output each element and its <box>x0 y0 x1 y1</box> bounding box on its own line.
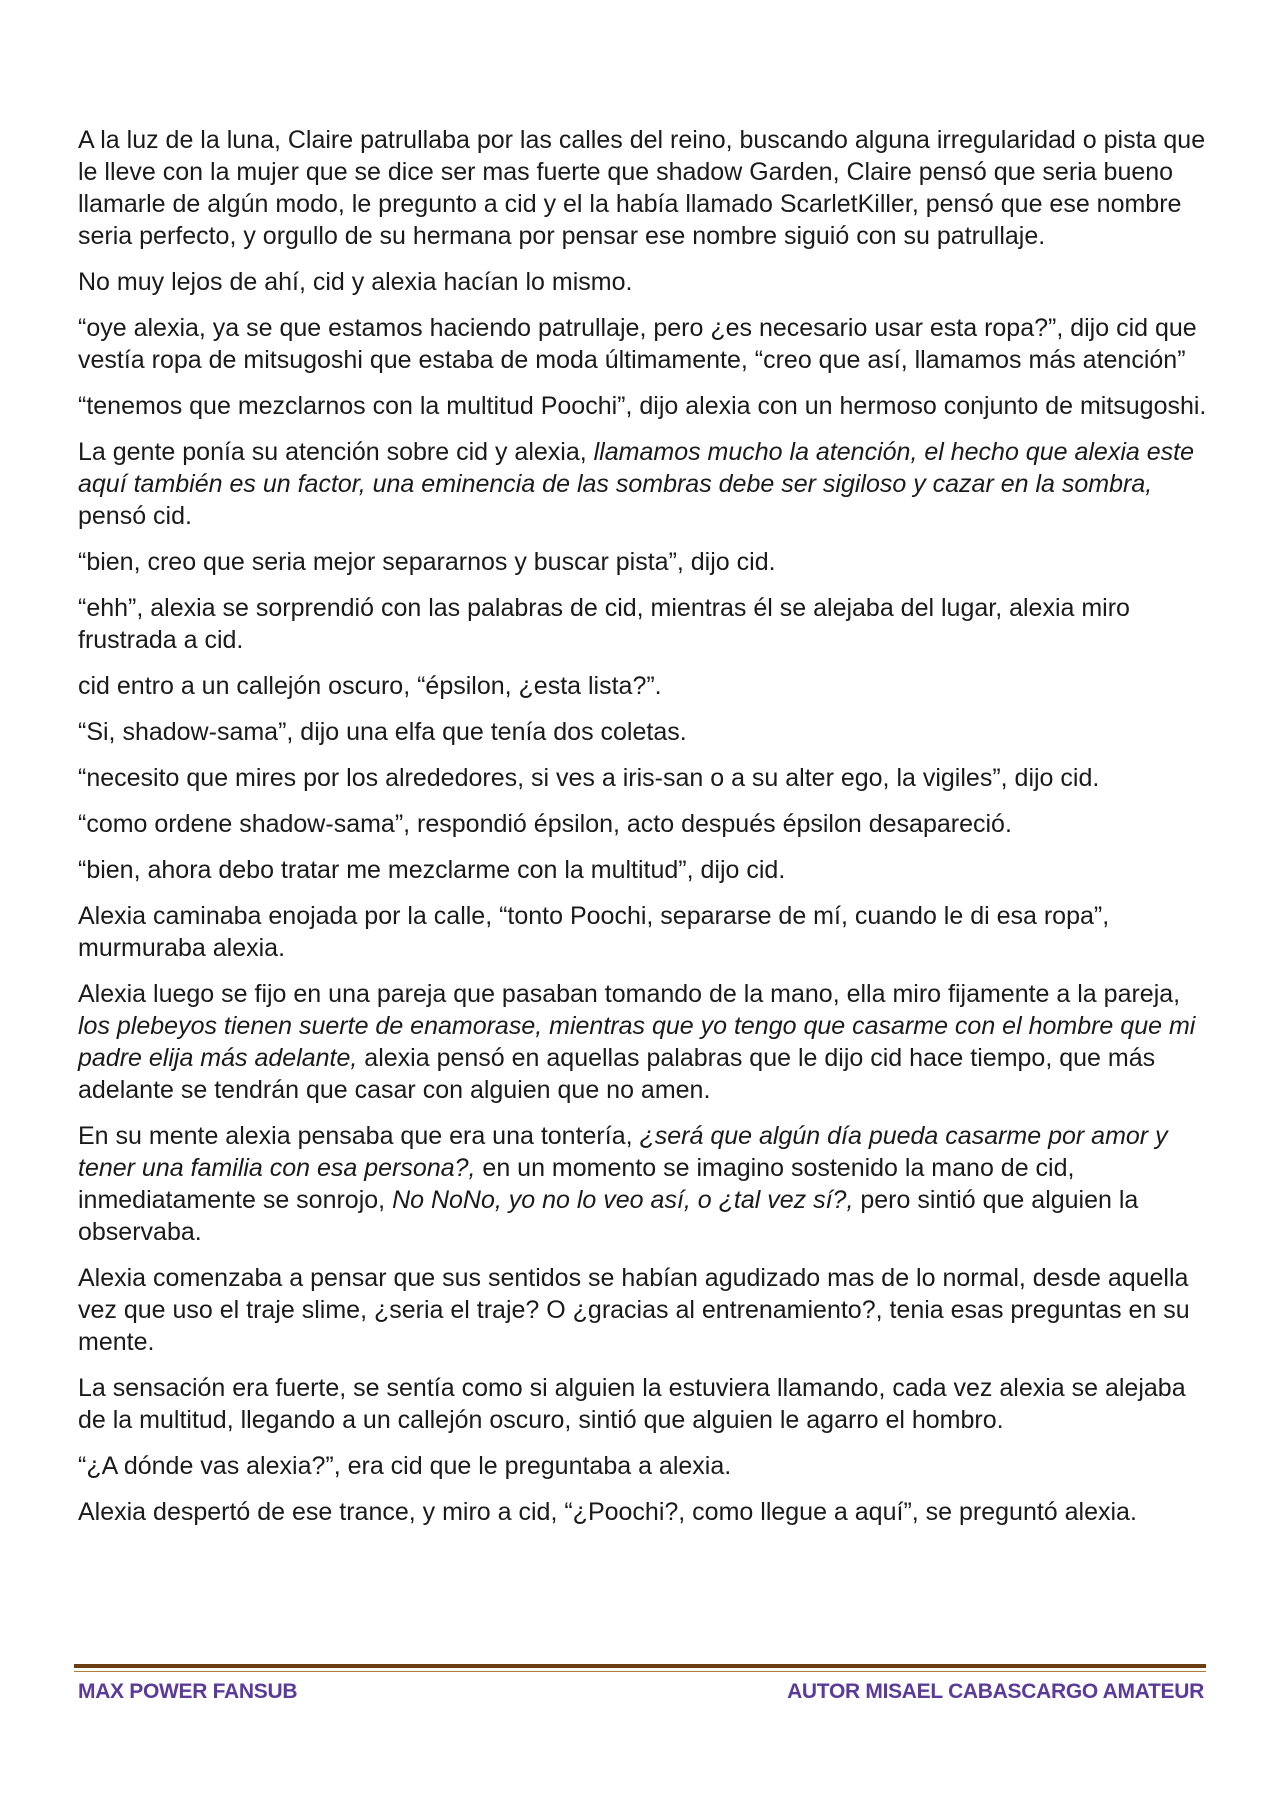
paragraph <box>78 900 1208 964</box>
document-body <box>78 124 1208 1542</box>
text-run: Alexia caminaba enojada por la calle, “tonto Poochi, separarse de mí, cuando le di esa ropa”, murmuraba alexia. <box>78 902 1110 962</box>
paragraph <box>78 1372 1208 1436</box>
text-run: Alexia despertó de ese trance, y miro a cid, “¿Poochi?, como llegue a aquí”, se preguntó alexia. <box>78 1498 1137 1526</box>
paragraph <box>78 716 1208 748</box>
paragraph <box>78 670 1208 702</box>
footer-rule <box>74 1664 1206 1668</box>
text-run: “bien, ahora debo tratar me mezclarme con la multitud”, dijo cid. <box>78 856 786 884</box>
italic-text-run: No NoNo, yo no lo veo así, o ¿tal vez sí?, <box>392 1186 854 1214</box>
paragraph <box>78 978 1208 1106</box>
footer-left-text: MAX POWER FANSUB <box>78 1680 298 1703</box>
text-run: En su mente alexia pensaba que era una tontería, <box>78 1122 640 1150</box>
paragraph <box>78 762 1208 794</box>
text-run: “¿A dónde vas alexia?”, era cid que le preguntaba a alexia. <box>78 1452 732 1480</box>
text-run: “como ordene shadow-sama”, respondió épsilon, acto después épsilon desapareció. <box>78 810 1012 838</box>
text-run: alexia pensó en aquellas palabras que le dijo cid hace tiempo, que más adelante se tendrán que casar con alguien que no amen. <box>78 1044 1156 1104</box>
text-run: No muy lejos de ahí, cid y alexia hacían lo mismo. <box>78 268 633 296</box>
paragraph <box>78 390 1208 422</box>
text-run: cid entro a un callejón oscuro, “épsilon, ¿esta lista?”. <box>78 672 662 700</box>
paragraph <box>78 592 1208 656</box>
paragraph <box>78 854 1208 886</box>
italic-text-run: llamamos mucho la atención, el hecho que alexia este aquí también es un factor, una eminencia de las sombras debe ser sigiloso y cazar en la sombra, <box>78 438 1194 498</box>
page-footer <box>78 1680 1204 1704</box>
text-run: en un momento se imagino sostenido la mano de cid, inmediatamente se sonrojo, <box>78 1154 1075 1214</box>
text-run: Alexia comenzaba a pensar que sus sentidos se habían agudizado mas de lo normal, desde aquella vez que uso el traje slime, ¿seria el traje? O ¿gracias al entrenamiento?, tenia esas preguntas en su mente. <box>78 1264 1190 1356</box>
paragraph <box>78 312 1208 376</box>
text-run: La sensación era fuerte, se sentía como si alguien la estuviera llamando, cada vez alexia se alejaba de la multitud, llegando a un callejón oscuro, sintió que alguien le agarro el hombro. <box>78 1374 1186 1434</box>
text-run: “tenemos que mezclarnos con la multitud Poochi”, dijo alexia con un hermoso conjunto de mitsugoshi. <box>78 392 1207 420</box>
paragraph <box>78 1496 1208 1528</box>
text-run: La gente ponía su atención sobre cid y alexia, <box>78 438 594 466</box>
text-run: “ehh”, alexia se sorprendió con las palabras de cid, mientras él se alejaba del lugar, alexia miro frustrada a cid. <box>78 594 1130 654</box>
paragraph <box>78 1450 1208 1482</box>
text-run: A la luz de la luna, Claire patrullaba por las calles del reino, buscando alguna irregularidad o pista que le lleve con la mujer que se dice ser mas fuerte que shadow Garden, Claire pensó que seria bueno llamarle de algún modo, le pregunto a cid y el la había llamado ScarletKiller, pensó que ese nombre seria perfecto, y orgullo de su hermana por pensar ese nombre siguió con su patrullaje. <box>78 126 1206 250</box>
italic-text-run: los plebeyos tienen suerte de enamorase, mientras que yo tengo que casarme con el hombre que mi padre elija más adelante, <box>78 1012 1196 1072</box>
footer-rule-thin <box>74 1671 1206 1672</box>
footer-right-text: AUTOR MISAEL CABASCARGO AMATEUR <box>787 1680 1204 1703</box>
paragraph <box>78 1262 1208 1358</box>
text-run: “bien, creo que seria mejor separarnos y buscar pista”, dijo cid. <box>78 548 776 576</box>
italic-text-run: ¿será que algún día pueda casarme por amor y tener una familia con esa persona?, <box>78 1122 1168 1182</box>
text-run: pero sintió que alguien la observaba. <box>78 1186 1139 1246</box>
text-run: Alexia luego se fijo en una pareja que pasaban tomando de la mano, ella miro fijamente a la pareja, <box>78 980 1181 1008</box>
text-run: “Si, shadow-sama”, dijo una elfa que tenía dos coletas. <box>78 718 687 746</box>
paragraph <box>78 1120 1208 1248</box>
paragraph <box>78 546 1208 578</box>
paragraph <box>78 266 1208 298</box>
paragraph <box>78 808 1208 840</box>
text-run: “oye alexia, ya se que estamos haciendo patrullaje, pero ¿es necesario usar esta ropa?”, dijo cid que vestía ropa de mitsugoshi que estaba de moda últimamente, “creo que así, llamamos más atención” <box>78 314 1197 374</box>
text-run: “necesito que mires por los alrededores, si ves a iris-san o a su alter ego, la vigiles”, dijo cid. <box>78 764 1100 792</box>
paragraph <box>78 124 1208 252</box>
text-run: pensó cid. <box>78 502 192 530</box>
paragraph <box>78 436 1208 532</box>
